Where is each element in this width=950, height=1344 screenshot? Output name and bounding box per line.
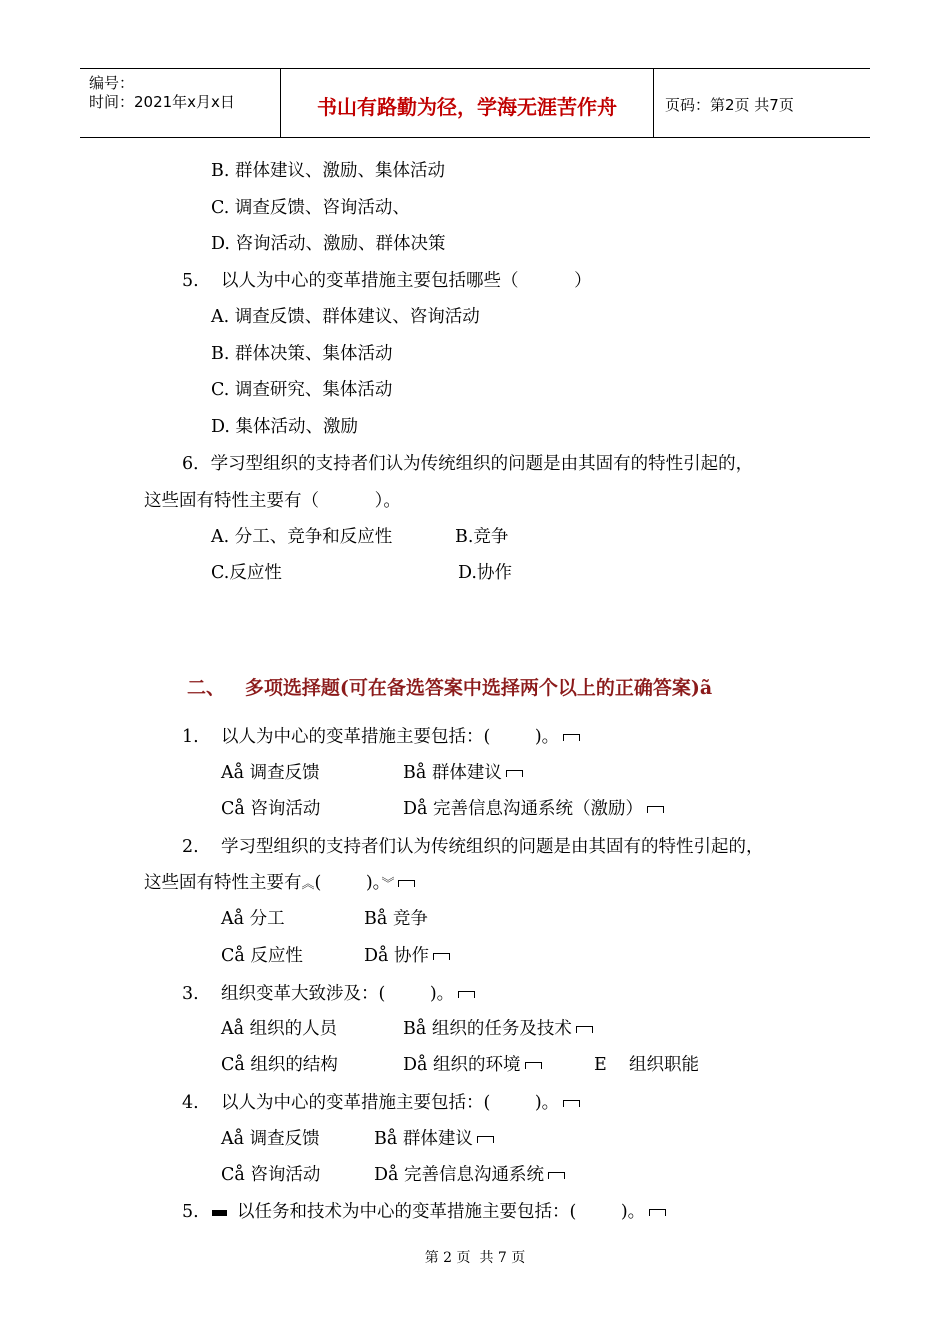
- page-label: 页码：第2页 共7页: [665, 96, 794, 114]
- option-q4-d: Då 完善信息沟通系统: [374, 1164, 565, 1186]
- paragraph-mark-icon: [506, 770, 523, 777]
- open-mark-icon: ︽: [301, 877, 315, 892]
- option-q1-a: Aå 调查反馈: [221, 763, 320, 783]
- paragraph-mark-icon: [576, 1026, 593, 1033]
- question-4-text: 以人为中心的变革措施主要包括：( )。: [221, 1092, 580, 1114]
- option-q4-b: B. 群体建议、激励、集体活动: [211, 161, 445, 181]
- option-q6-b: B.竞争: [455, 527, 509, 547]
- header-motto-cell: [281, 69, 654, 137]
- question-6-line2: 这些固有特性主要有（ ）。: [144, 491, 401, 511]
- option-q1-b: Bå 群体建议: [403, 762, 523, 784]
- question-number: 1.: [182, 727, 199, 747]
- option-q6-d: D.协作: [458, 563, 512, 583]
- option-q2-a: Aå 分工: [221, 909, 285, 929]
- paragraph-mark-icon: [433, 953, 450, 960]
- option-q1-d: Då 完善信息沟通系统（激励）: [403, 798, 664, 820]
- page-footer: 第 2 页 共 7 页: [424, 1250, 526, 1266]
- paragraph-mark-icon: [525, 1062, 542, 1069]
- option-q2-d: Då 协作: [364, 945, 450, 967]
- question-number: 2.: [182, 837, 199, 857]
- paragraph-mark-icon: [563, 734, 580, 741]
- paragraph-mark-icon: [398, 880, 415, 887]
- paragraph-mark-icon: [477, 1136, 494, 1143]
- option-q6-a: A. 分工、竞争和反应性: [211, 527, 393, 547]
- paragraph-mark-icon: [647, 806, 664, 813]
- option-q2-b: Bå 竞争: [364, 909, 428, 929]
- paragraph-mark-icon: [458, 991, 475, 998]
- section-heading: 二、 多项选择题(可在备选答案中选择两个以上的正确答案)ã: [187, 677, 713, 699]
- option-q2-c: Cå 反应性: [221, 946, 303, 966]
- option-q5-c: C. 调查研究、集体活动: [211, 380, 393, 400]
- question-number: 5.: [182, 1202, 199, 1222]
- option-q4-c: Cå 咨询活动: [221, 1165, 321, 1185]
- header-meta-cell: [80, 69, 281, 137]
- option-q3-b: Bå 组织的任务及技术: [403, 1018, 593, 1040]
- paragraph-mark-icon: [649, 1209, 666, 1216]
- option-q5-d: D. 集体活动、激励: [211, 417, 359, 437]
- option-q4-d: D. 咨询活动、激励、群体决策: [211, 234, 446, 254]
- time-label: 时间：2021年x月x日: [89, 93, 235, 111]
- option-q6-c: C.反应性: [211, 563, 282, 583]
- number-label: 编号：: [89, 74, 135, 92]
- question-2-line1: 学习型组织的支持者们认为传统组织的问题是由其固有的特性引起的，: [221, 837, 764, 857]
- close-mark-icon: ︾: [381, 877, 395, 892]
- paragraph-mark-icon: [563, 1100, 580, 1107]
- option-q3-a: Aå 组织的人员: [221, 1019, 338, 1039]
- question-3-text: 组织变革大致涉及：( )。: [221, 983, 475, 1005]
- option-q1-c: Cå 咨询活动: [221, 799, 321, 819]
- option-q3-e: E 组织职能: [594, 1055, 700, 1075]
- option-q4-c: C. 调查反馈、咨询活动、: [211, 198, 410, 218]
- question-number: 4.: [182, 1093, 199, 1113]
- question-6-line1: 6．学习型组织的支持者们认为传统组织的问题是由其固有的特性引起的，: [182, 454, 754, 474]
- option-q4-b: Bå 群体建议: [374, 1128, 494, 1150]
- question-2-line2: 这些固有特性主要有︽( )。︾: [144, 872, 415, 896]
- option-q3-d: Då 组织的环境: [403, 1054, 542, 1076]
- bullet-mark-icon: [212, 1210, 227, 1216]
- option-q5-a: A. 调查反馈、群体建议、咨询活动: [211, 307, 480, 327]
- question-5b-text: 以任务和技术为中心的变革措施主要包括：( )。: [212, 1201, 666, 1223]
- document-header: [80, 68, 870, 138]
- question-number: 3.: [182, 984, 199, 1004]
- option-q3-c: Cå 组织的结构: [221, 1055, 338, 1075]
- question-1-text: 以人为中心的变革措施主要包括：( )。: [221, 726, 580, 748]
- question-number: 5.: [182, 271, 199, 291]
- question-5-text: 以人为中心的变革措施主要包括哪些（ ）: [221, 271, 592, 291]
- option-q4-a: Aå 调查反馈: [221, 1129, 320, 1149]
- paragraph-mark-icon: [548, 1172, 565, 1179]
- option-q5-b: B. 群体决策、集体活动: [211, 344, 393, 364]
- motto-text: 书山有路勤为径，学海无涯苦作舟: [317, 95, 617, 119]
- header-page-cell: [654, 69, 870, 137]
